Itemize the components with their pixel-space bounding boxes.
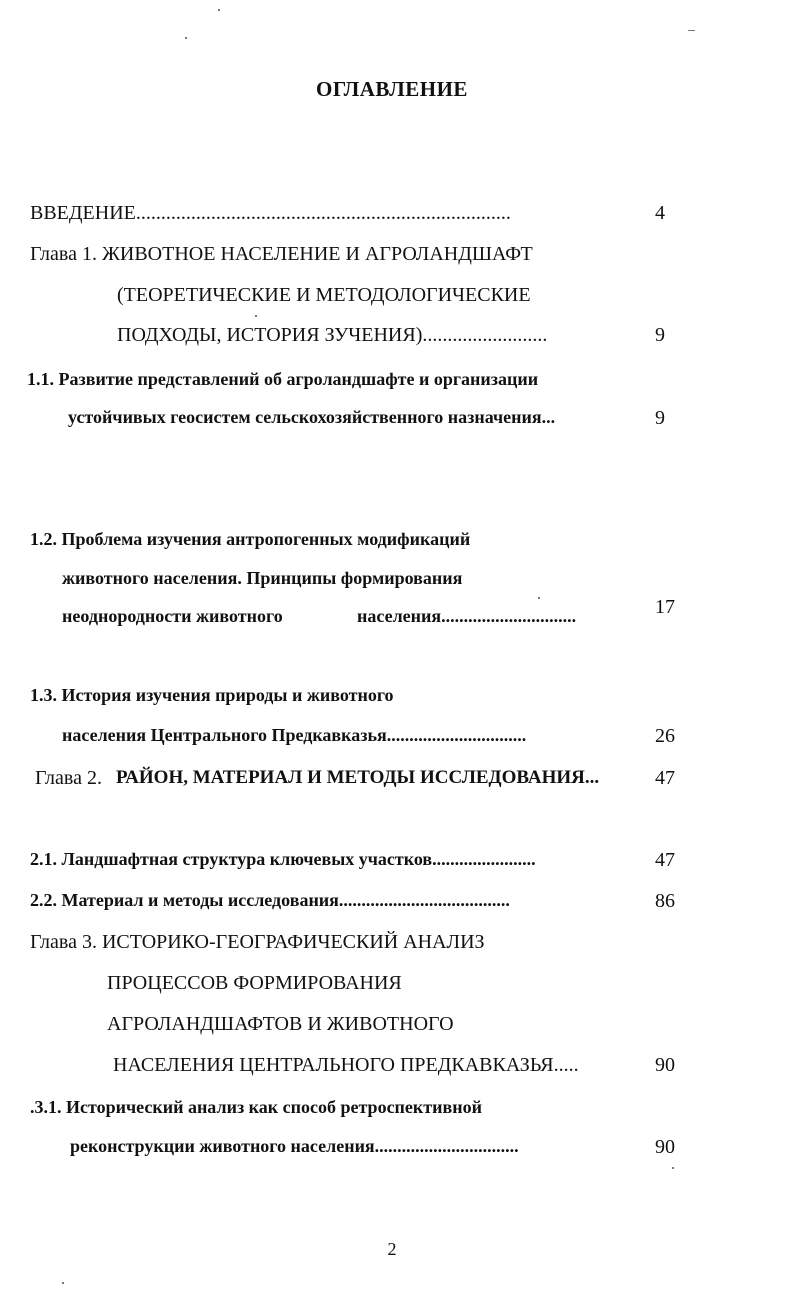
toc-line: населения Центрального Предкавказья............................... [62,725,527,745]
page-title: ОГЛАВЛЕНИЕ [316,77,468,101]
toc-line: Глава 1. ЖИВОТНОЕ НАСЕЛЕНИЕ И АГРОЛАНДШАФТ [30,243,533,265]
toc-line: .3.1. Исторический анализ как способ ретроспективной [30,1097,482,1117]
scan-speck [255,315,257,317]
toc-page: 4 [655,202,665,224]
toc-line: животного населения. Принципы формирования [62,568,463,588]
toc-line: неоднородности животного [62,606,283,626]
toc-line: (ТЕОРЕТИЧЕСКИЕ И МЕТОДОЛОГИЧЕСКИЕ [117,284,531,306]
toc-page: 26 [655,725,675,747]
toc-line: РАЙОН, МАТЕРИАЛ И МЕТОДЫ ИССЛЕДОВАНИЯ... [116,767,600,788]
toc-line: ПОДХОДЫ, ИСТОРИЯ ЗУЧЕНИЯ)......................... [117,324,548,346]
toc-line: реконструкции животного населения................................ [70,1136,519,1156]
toc-line: 2.1. Ландшафтная структура ключевых участков....................... [30,849,536,869]
toc-line: 1.1. Развитие представлений об агроландшафте и организации [27,369,539,389]
toc-line: НАСЕЛЕНИЯ ЦЕНТРАЛЬНОГО ПРЕДКАВКАЗЬЯ..... [113,1054,579,1076]
scan-speck [688,30,695,31]
toc-page: 90 [655,1054,675,1076]
toc-page: 90 [655,1136,675,1158]
scan-speck [218,9,220,11]
scan-speck [672,1167,674,1169]
page-number: 2 [387,1239,397,1259]
toc-page: 86 [655,890,675,912]
toc-page: 47 [655,849,675,871]
toc-line: Глава 2. [35,767,102,789]
toc-line: населения.............................. [357,606,577,626]
scan-speck [185,37,187,39]
toc-page: 9 [655,324,665,346]
toc-line: 2.2. Материал и методы исследования...................................... [30,890,510,910]
scan-speck [62,1282,64,1284]
toc-line: устойчивых геосистем сельскохозяйственного назначения... [68,407,556,427]
toc-page: 17 [655,596,675,618]
toc-line: Глава 3. ИСТОРИКО-ГЕОГРАФИЧЕСКИЙ АНАЛИЗ [30,931,485,953]
toc-line: ПРОЦЕССОВ ФОРМИРОВАНИЯ [107,972,402,994]
toc-line: 1.3. История изучения природы и животного [30,685,394,705]
toc-line: ВВЕДЕНИЕ........................................................................... [30,202,511,224]
scan-speck [538,597,540,599]
toc-page: 9 [655,407,665,429]
toc-line: АГРОЛАНДШАФТОВ И ЖИВОТНОГО [107,1013,454,1035]
toc-line: 1.2. Проблема изучения антропогенных модификаций [30,529,471,549]
toc-page: 47 [655,767,675,789]
